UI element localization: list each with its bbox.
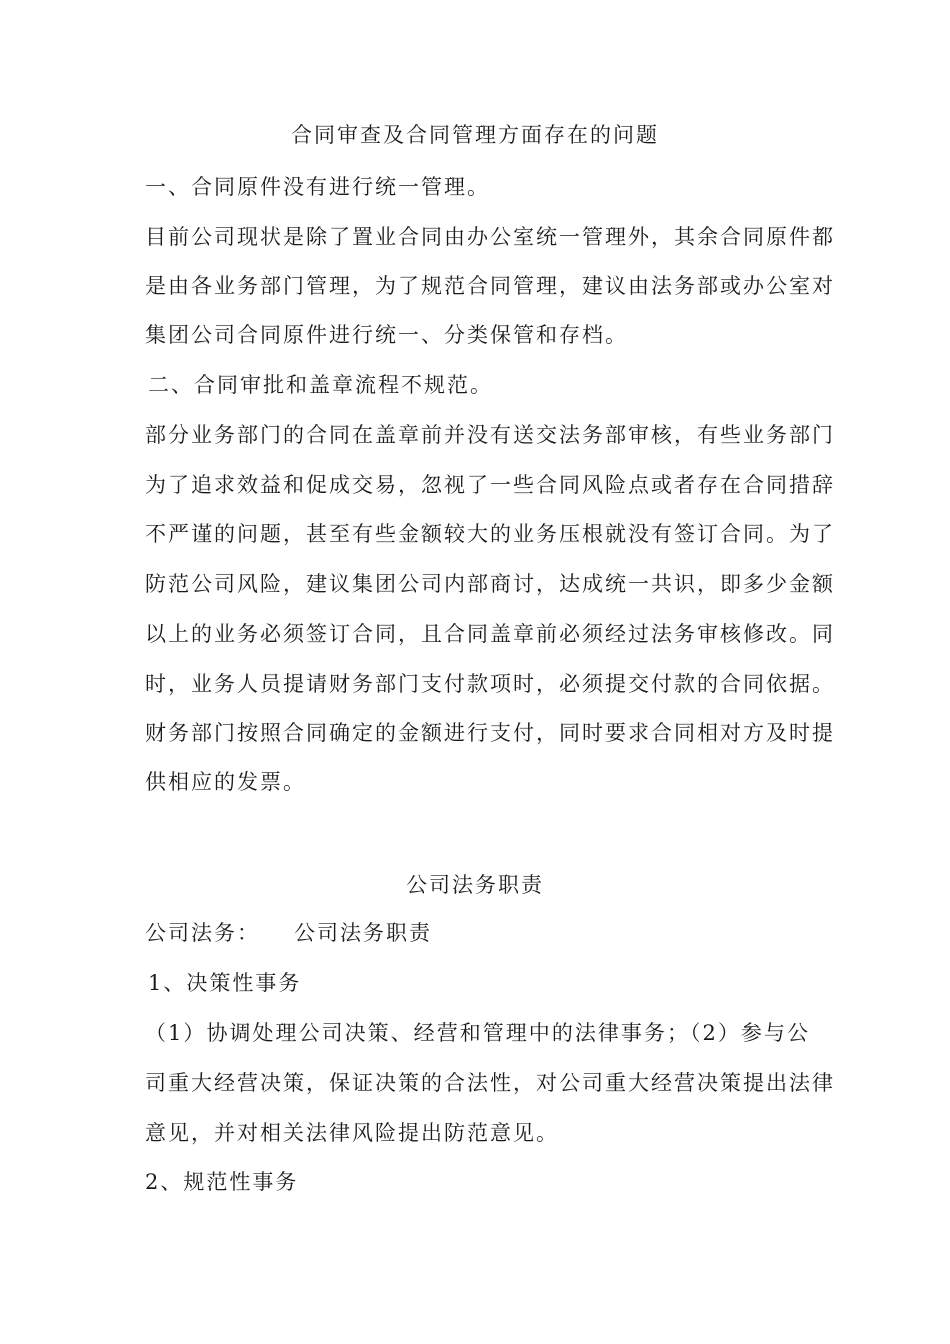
item-1-line-1: （1）协调处理公司决策、经营和管理中的法律事务；（2）参与公: [145, 1021, 810, 1045]
item-1-line-2: 司重大经营决策，保证决策的合法性，对公司重大经营决策提出法律: [145, 1071, 835, 1095]
subtitle-row: [145, 918, 810, 948]
paragraph-2-line-2: 为了追求效益和促成交易，忽视了一些合同风险点或者存在合同措辞: [145, 473, 835, 497]
heading-1: 一、合同原件没有进行统一管理。: [145, 175, 490, 199]
subtitle-label: 公司法务：: [145, 921, 260, 945]
paragraph-2-line-4: 防范公司风险，建议集团公司内部商讨，达成统一共识，即多少金额: [145, 572, 835, 596]
item-1-line-3: 意见，并对相关法律风险提出防范意见。: [145, 1121, 559, 1145]
paragraph-2-line-3: 不严谨的问题，甚至有些金额较大的业务压根就没有签订合同。为了: [145, 522, 835, 546]
paragraph-2-line-8: 供相应的发票。: [145, 770, 306, 794]
paragraph-2-line-5: 以上的业务必须签订合同，且合同盖章前必须经过法务审核修改。同: [145, 622, 835, 646]
paragraph-1-line-3: 集团公司合同原件进行统一、分类保管和存档。: [145, 323, 628, 347]
heading-2: 二、合同审批和盖章流程不规范。: [148, 373, 493, 397]
paragraph-2-line-1: 部分业务部门的合同在盖章前并没有送交法务部审核，有些业务部门: [145, 423, 835, 447]
paragraph-1-line-1: 目前公司现状是除了置业合同由办公室统一管理外，其余合同原件都: [145, 225, 835, 249]
subtitle-value: 公司法务职责: [294, 921, 432, 945]
item-2-heading: 2、规范性事务: [145, 1170, 299, 1194]
paragraph-2-line-6: 时，业务人员提请财务部门支付款项时，必须提交付款的合同依据。: [145, 672, 835, 696]
paragraph-2-line-7: 财务部门按照合同确定的金额进行支付，同时要求合同相对方及时提: [145, 721, 835, 745]
section2-title: 公司法务职责: [406, 873, 544, 897]
section1-title: 合同审查及合同管理方面存在的问题: [291, 123, 659, 147]
paragraph-1-line-2: 是由各业务部门管理，为了规范合同管理，建议由法务部或办公室对: [145, 274, 835, 298]
item-1-heading: 1、决策性事务: [148, 971, 302, 995]
